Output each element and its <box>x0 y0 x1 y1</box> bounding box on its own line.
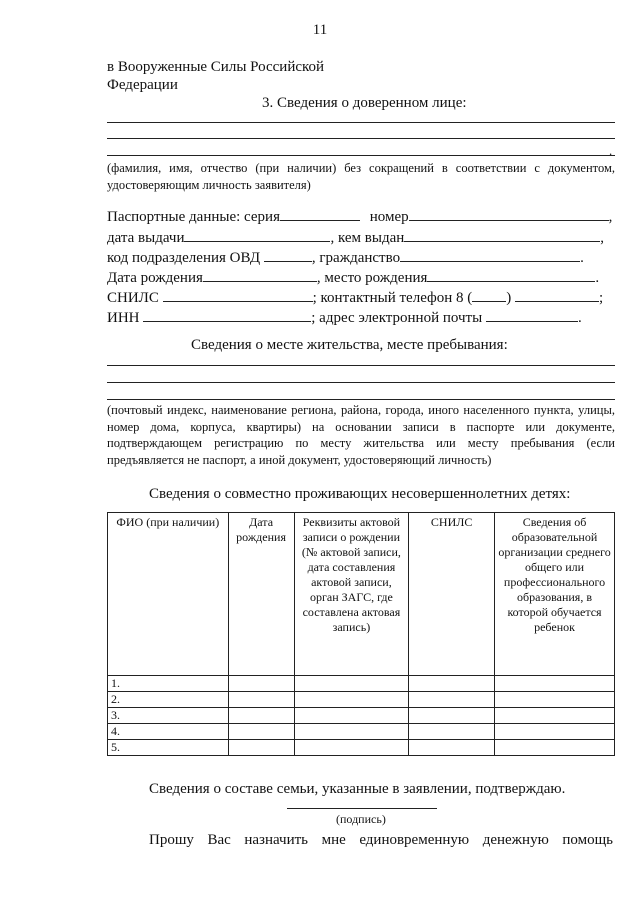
request-word: денежную <box>482 832 549 848</box>
cell[interactable] <box>228 676 294 692</box>
passport-number-label: номер <box>369 209 409 225</box>
phone-code-field[interactable] <box>472 288 506 302</box>
issue-date-label: дата выдачи <box>107 230 185 246</box>
name-line-1 <box>107 122 615 123</box>
inn-field[interactable] <box>143 308 311 322</box>
email-field[interactable] <box>486 308 578 322</box>
email-label: ; адрес электронной почты <box>311 310 483 326</box>
cell[interactable] <box>294 724 409 740</box>
phone-label: ; контактный телефон 8 ( <box>312 290 473 306</box>
issued-by-label: , кем выдан <box>330 230 405 246</box>
birth-place-label: , место рождения <box>316 270 428 286</box>
passport-row: Паспортные данные: серия номер , <box>107 209 613 225</box>
cell[interactable] <box>409 740 495 756</box>
inn-row: ИНН ; адрес электронной почты . <box>107 310 582 326</box>
children-table-header <box>108 513 615 676</box>
cell[interactable] <box>409 692 495 708</box>
citizenship-label: , гражданство <box>311 250 401 266</box>
children-table <box>107 512 615 756</box>
passport-series-label: Паспортные данные: серия <box>107 209 280 225</box>
cell[interactable] <box>495 676 615 692</box>
inn-label: ИНН <box>107 310 140 326</box>
signature-label: (подпись) <box>336 812 386 826</box>
cell[interactable] <box>294 676 409 692</box>
birth-date-field[interactable] <box>203 268 317 282</box>
cell[interactable] <box>228 692 294 708</box>
name-line-3 <box>107 155 615 156</box>
ovd-code-label: код подразделения ОВД <box>107 250 261 266</box>
cell[interactable] <box>409 676 495 692</box>
page-number: 11 <box>312 22 328 38</box>
cell[interactable] <box>495 708 615 724</box>
passport-series-field[interactable] <box>280 207 360 221</box>
issue-row: дата выдачи , кем выдан , <box>107 230 605 246</box>
snils-label: СНИЛС <box>107 290 159 306</box>
ovd-code-field[interactable] <box>264 248 312 262</box>
intro-line-2: Федерации <box>107 77 178 93</box>
cell[interactable] <box>495 692 615 708</box>
cell[interactable] <box>294 708 409 724</box>
row-number: 1. <box>108 676 229 692</box>
confirm-text: Сведения о составе семьи, указанные в заявлении, подтверждаю. <box>149 781 566 797</box>
birth-date-label: Дата рождения <box>107 270 203 286</box>
residence-line-2 <box>107 382 615 383</box>
row-number: 4. <box>108 724 229 740</box>
birth-row: Дата рождения , место рождения . <box>107 270 600 286</box>
cell[interactable] <box>228 724 294 740</box>
request-word: назначить <box>244 832 309 848</box>
signature-line[interactable] <box>287 808 437 809</box>
table-row <box>108 692 615 708</box>
cell[interactable] <box>294 740 409 756</box>
intro-line-1: в Вооруженные Силы Российской <box>107 59 325 75</box>
passport-number-field[interactable] <box>409 207 609 221</box>
residence-line-3 <box>107 399 615 400</box>
table-row <box>108 740 615 756</box>
header-fio: ФИО (при наличии) <box>108 513 229 676</box>
phone-number-field[interactable] <box>515 288 599 302</box>
snils-row: СНИЛС ; контактный телефон 8 ( ) ; <box>107 290 604 306</box>
request-line <box>149 831 613 849</box>
row-number: 2. <box>108 692 229 708</box>
header-snils: СНИЛС <box>409 513 495 676</box>
cell[interactable] <box>228 708 294 724</box>
birth-place-field[interactable] <box>427 268 595 282</box>
phone-paren-close: ) <box>506 290 512 306</box>
issue-date-field[interactable] <box>184 228 330 242</box>
row-number: 3. <box>108 708 229 724</box>
cell[interactable] <box>409 708 495 724</box>
row-number: 5. <box>108 740 229 756</box>
cell[interactable] <box>228 740 294 756</box>
snils-field[interactable] <box>163 288 313 302</box>
name-line-2 <box>107 138 615 139</box>
ovd-row: код подразделения ОВД , гражданство . <box>107 250 584 266</box>
cell[interactable] <box>294 692 409 708</box>
request-word: Прошу <box>149 832 194 848</box>
citizenship-field[interactable] <box>400 248 580 262</box>
cell[interactable] <box>495 740 615 756</box>
header-education: Сведения об образовательной организации среднего общего или профессионального образования, в которой обучается ребенок <box>495 513 615 676</box>
name-line-end-dot: . <box>609 143 613 158</box>
request-word: единовременную <box>359 832 470 848</box>
section-3-title: 3. Сведения о доверенном лице: <box>262 95 467 111</box>
request-word: Вас <box>207 832 231 848</box>
cell[interactable] <box>495 724 615 740</box>
request-word: мне <box>321 832 346 848</box>
residence-note: (почтовый индекс, наименование региона, района, города, иного населенного пункта, улицы, номер дома, корпуса, квартиры) на основании записи в паспорте или документе, подтверждающем регистрацию по месту жительства или месту пребывания (если предъявляется не паспорт, а иной документ, удостоверяющий личность) <box>107 403 615 467</box>
children-title: Сведения о совместно проживающих несовершеннолетних детях: <box>149 486 571 502</box>
issued-by-field[interactable] <box>404 228 600 242</box>
residence-line-1 <box>107 365 615 366</box>
name-note: (фамилия, имя, отчество (при наличии) без сокращений в соответствии с документом, удостоверяющим личность заявителя) <box>107 161 615 192</box>
table-row <box>108 676 615 692</box>
cell[interactable] <box>409 724 495 740</box>
table-row <box>108 708 615 724</box>
residence-title: Сведения о месте жительства, месте пребывания: <box>191 337 508 353</box>
table-row <box>108 724 615 740</box>
header-birth-date: Дата рождения <box>228 513 294 676</box>
request-word: помощь <box>562 832 613 848</box>
header-birth-record: Реквизиты актовой записи о рождении (№ актовой записи, дата составления актовой записи, орган ЗАГС, где составлена актовая запись) <box>294 513 409 676</box>
